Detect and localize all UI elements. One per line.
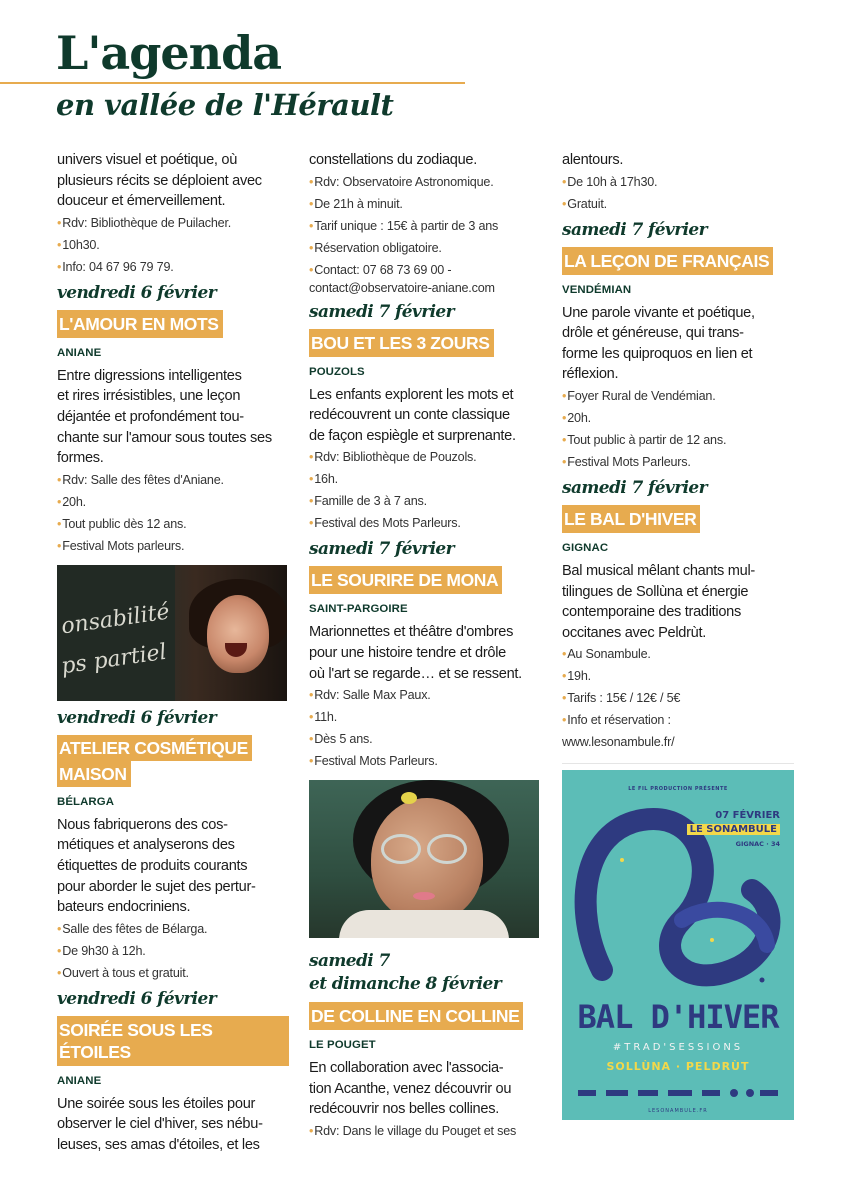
event-place: GIGNAC [562,541,609,554]
text-line: Bal musical mêlant chants mul- [562,562,755,579]
event-title: L'AMOUR EN MOTS [57,310,223,338]
event-title: BOU ET LES 3 ZOURS [309,329,494,357]
page-subtitle: en vallée de l'Hérault [56,88,394,122]
info-line: • Rdv: Salle des fêtes d'Aniane. [57,469,289,491]
info-line: • Dès 5 ans. [309,728,541,750]
header-rule [0,82,465,84]
poster-sponsor-logos [578,1088,778,1098]
poster-dot [589,957,595,963]
info-line: • Gratuit. [562,193,794,215]
poster-artists: SOLLÙNA · PELDRÙT [606,1060,750,1073]
info-line: • Festival des Mots Parleurs. [309,512,541,534]
chalk-text: ps partiel [59,639,169,680]
poster-presents: LE FIL PRODUCTION PRÉSENTE [628,786,728,792]
event-place: ANIANE [57,346,102,359]
event-place: SAINT-PARGOIRE [309,603,408,616]
event-poster-bal-dhiver [562,770,794,1120]
text-line: redécouvrir nos belles collines. [309,1101,499,1118]
info-line: • De 9h30 à 12h. [57,940,289,962]
text-line: contemporaine des traditions [562,604,741,621]
event-photo-puppet [309,780,539,938]
contact-email: contact@observatoire-aniane.com [309,280,495,295]
event-description [309,622,541,684]
intro-text [57,150,289,212]
info-line: • Rdv: Observatoire Astronomique. [309,171,541,193]
info-line: • Info et réservation : [562,709,794,731]
intro-text [309,150,541,171]
event-place: POUZOLS [309,365,365,378]
text-line: occitanes avec Peldrùt. [562,624,706,641]
text-line: Une parole vivante et poétique, [562,304,755,321]
event-date: samedi 7 février [309,539,454,560]
poster-city: GIGNAC · 34 [735,840,780,848]
page-header [56,24,476,134]
info-line: • Foyer Rural de Vendémian. [562,385,794,407]
text-line: où l'art se regarde… et se ressent. [309,665,522,682]
column-3 [562,150,794,776]
puppet-shirt [339,910,509,938]
text-line: Marionnettes et théâtre d'ombres [309,624,514,641]
info-line: • Contact: 07 68 73 69 00 - [309,261,541,279]
info-line: • 19h. [562,665,794,687]
text-line: réflexion. [562,366,619,383]
text-line: douceur et émerveillement. [57,193,226,210]
puppet-glasses-right [427,834,467,864]
info-line: • De 10h à 17h30. [562,171,794,193]
event-title: LE SOURIRE DE MONA [309,566,502,594]
text-line: observer le ciel d'hiver, ses nébu- [57,1116,263,1133]
text-line: et rires irrésistibles, une leçon [57,388,241,405]
poster-website: LESONAMBULE.FR [648,1108,708,1114]
info-line: • 11h. [309,706,541,728]
info-line: • 16h. [309,468,541,490]
info-line: • Rdv: Dans le village du Pouget et ses [309,1120,541,1142]
text-line: Entre digressions intelligentes [57,367,242,384]
poster-tagline: #TRAD'SESSIONS [612,1042,744,1053]
event-description [562,303,794,385]
poster-venue: LE SONAMBULE [687,824,780,835]
text-line: En collaboration avec l'associa- [309,1060,504,1077]
info-line: • Tout public dès 12 ans. [57,513,289,535]
info-line: • Festival Mots Parleurs. [562,451,794,473]
text-line: tilingues de Sollùna et énergie [562,583,749,600]
poster-dot [710,938,714,942]
event-date: samedi 7 février [562,219,707,240]
text-line: pour aborder le sujet des pertur- [57,878,256,895]
intro-text [562,150,794,171]
text-line: formes. [57,450,104,467]
event-place: VENDÉMIAN [562,283,632,296]
info-line: • Au Sonambule. [562,643,794,665]
text-line: leuses, ses amas d'étoiles, et les [57,1136,260,1153]
poster-dot [620,858,624,862]
page-title: L'agenda [56,26,282,80]
event-date: vendredi 6 février [57,988,217,1009]
event-description [562,561,794,643]
event-date: samedi 7 février [562,477,707,498]
text-line: Une soirée sous les étoiles pour [57,1095,256,1112]
text-line: Les enfants explorent les mots et [309,386,514,403]
text-line: plusieurs récits se déploient avec [57,172,262,189]
event-title: SOIRÉE SOUS LES ÉTOILES [57,1016,289,1066]
info-line: • Tarifs : 15€ / 12€ / 5€ [562,687,794,709]
info-line: • Tarif unique : 15€ à partir de 3 ans [309,215,541,237]
text-line: alentours. [562,152,624,168]
date-line: samedi 7 [309,951,390,972]
info-line: • 20h. [562,407,794,429]
info-line: • Festival Mots Parleurs. [309,750,541,772]
text-line: pour une histoire tendre et drôle [309,644,506,661]
event-date [309,950,541,996]
text-line: de façon espiègle et surprenante. [309,427,516,444]
text-line: étiquettes de produits courants [57,857,248,874]
puppet-glasses-left [381,834,421,864]
text-line: métiques et analyserons des [57,837,235,854]
info-line: • 10h30. [57,234,289,256]
info-line: • Famille de 3 à 7 ans. [309,490,541,512]
title-line: MAISON [57,761,131,787]
event-date: vendredi 6 février [57,707,217,728]
info-line: • Tout public à partir de 12 ans. [562,429,794,451]
text-line: tion Acanthe, venez découvrir ou [309,1080,512,1097]
website-link[interactable]: www.lesonambule.fr/ [562,735,675,750]
info-line: • Festival Mots parleurs. [57,535,289,557]
info-line: • Rdv: Bibliothèque de Pouzols. [309,446,541,468]
poster-date: 07 FÉVRIER [715,810,780,821]
event-description [57,815,289,918]
event-date: samedi 7 février [309,301,454,322]
text-line: constellations du zodiaque. [309,152,477,168]
text-line: redécouvrent un conte classique [309,407,510,424]
event-title [57,735,289,787]
info-line: • Salle des fêtes de Bélarga. [57,918,289,940]
info-line: • De 21h à minuit. [309,193,541,215]
text-line: Nous fabriquerons des cos- [57,816,228,833]
info-line: • Réservation obligatoire. [309,237,541,259]
info-line: • Rdv: Salle Max Paux. [309,684,541,706]
column-2 [309,150,541,1142]
event-photo-performer [57,565,287,701]
event-title: DE COLLINE EN COLLINE [309,1002,523,1030]
event-title: LE BAL D'HIVER [562,505,700,533]
text-line: chante sur l'amour sous toutes ses [57,429,272,446]
performer-face [207,595,269,673]
title-line: ATELIER COSMÉTIQUE [57,735,252,761]
text-line: univers visuel et poétique, où [57,152,238,168]
info-line: • Ouvert à tous et gratuit. [57,962,289,984]
event-title: LA LEÇON DE FRANÇAIS [562,247,773,275]
event-date: vendredi 6 février [57,282,217,303]
chalk-text: onsabilité [59,599,172,640]
event-description [309,385,541,447]
info-line: • 20h. [57,491,289,513]
date-line: et dimanche 8 février [309,974,502,995]
text-line: drôle et généreuse, qui trans- [562,325,744,342]
poster-dot [760,978,765,983]
text-line: déjantée et profondément tou- [57,408,244,425]
info-line: • Rdv: Bibliothèque de Puilacher. [57,212,289,234]
text-line: bateurs endocriniens. [57,899,191,916]
info-line: • Info: 04 67 96 79 79. [57,256,289,278]
event-place: LE POUGET [309,1039,376,1052]
event-description [57,366,289,469]
column-1 [57,150,289,1156]
event-description [57,1094,289,1156]
text-line: forme les quiproquos en lien et [562,345,753,362]
event-description [309,1058,541,1120]
poster-headline: BAL D'HIVER [577,998,779,1036]
divider [562,763,794,764]
event-place: BÉLARGA [57,795,115,808]
event-place: ANIANE [57,1074,102,1087]
